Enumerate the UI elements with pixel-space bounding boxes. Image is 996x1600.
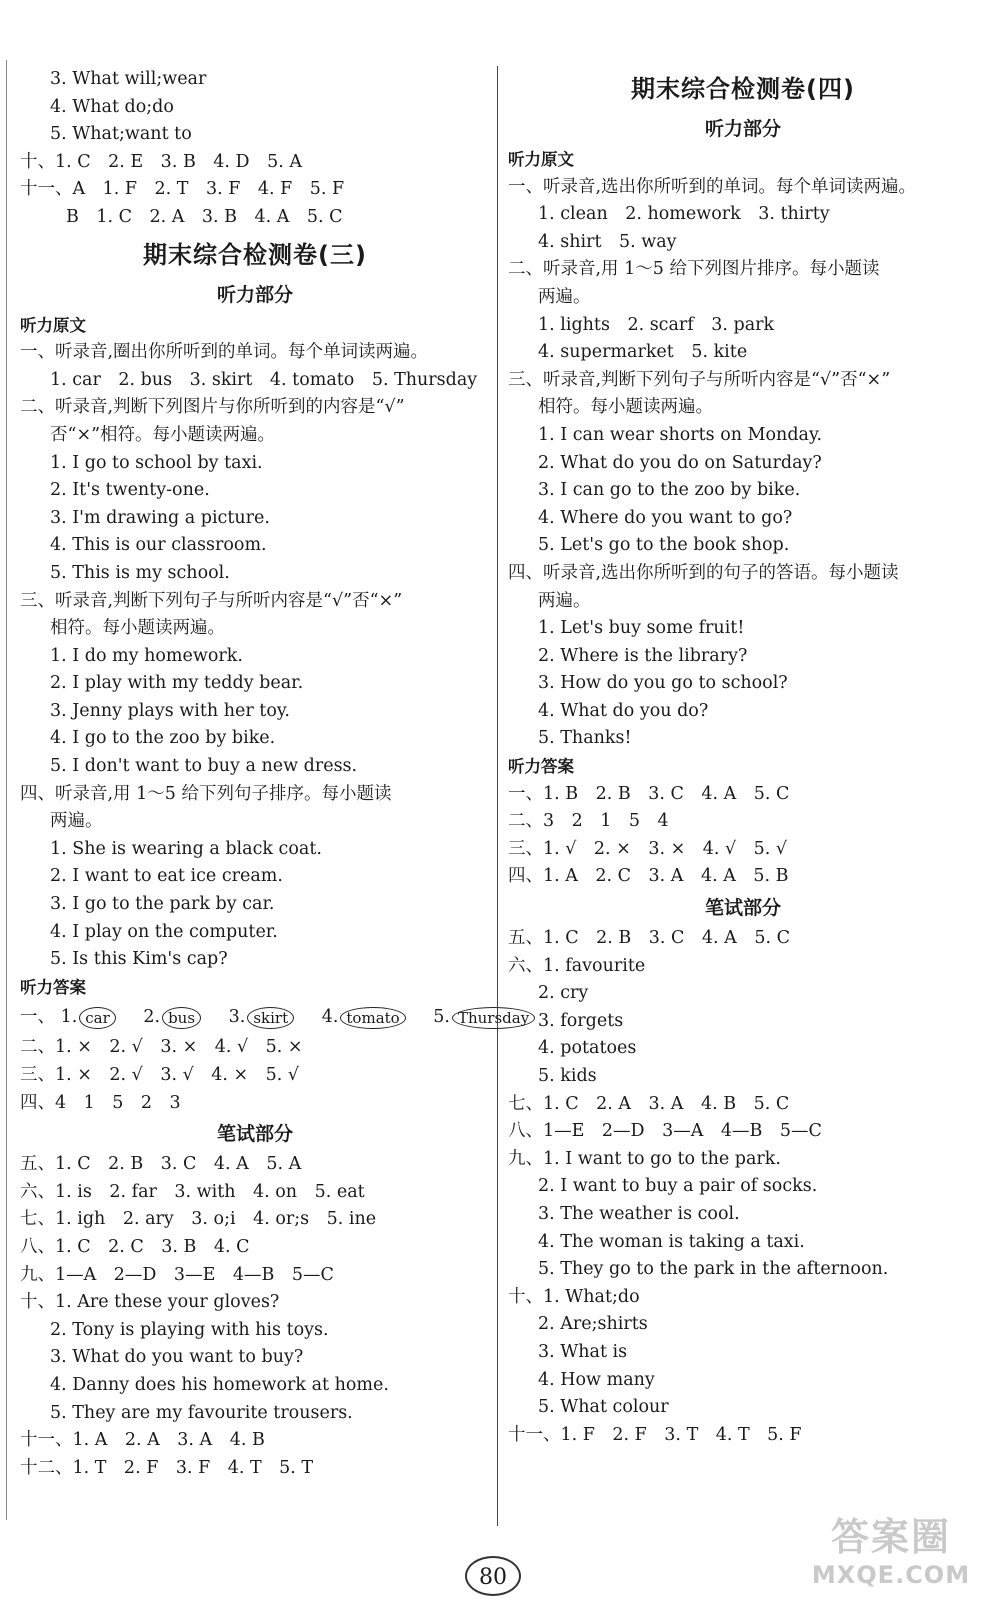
written-answer-line: 2. cry (538, 983, 589, 1004)
page-edge-line (6, 60, 7, 1520)
written-answer-line: 九、1—A 2—D 3—E 4—B 5—C (20, 1264, 334, 1285)
site-watermark (796, 1514, 986, 1596)
transcript-line: 两遍。 (50, 811, 103, 832)
transcript-line: 1. lights 2. scarf 3. park (538, 314, 775, 335)
written-answer-line: 3. forgets (538, 1010, 624, 1031)
transcript-line: 1. Let's buy some fruit! (538, 618, 745, 639)
written-answer-line: 十一、1. F 2. F 3. T 4. T 5. F (508, 1424, 802, 1445)
written-answer-line: 十、1. Are these your gloves? (20, 1292, 280, 1313)
circled-answer-row (20, 1001, 530, 1034)
circled-num: 2. (143, 1007, 161, 1028)
transcript-line: 一、听录音,选出你所听到的单词。每个单词读两遍。 (508, 176, 917, 197)
prev-answers (20, 66, 490, 232)
written-answer-line: 七、1. C 2. A 3. A 4. B 5. C (508, 1093, 790, 1114)
transcript-line: 5. Thanks! (538, 728, 632, 749)
answer-line: 二、3 2 1 5 4 (508, 811, 669, 832)
transcript-line: 一、听录音,圈出你所听到的单词。每个单词读两遍。 (20, 342, 429, 363)
transcript-line: 3. How do you go to school? (538, 673, 788, 694)
transcript-line: 3. I'm drawing a picture. (50, 507, 270, 528)
written-answer-line: 3. What do you want to buy? (50, 1347, 304, 1368)
written-answer-line: 4. How many (538, 1369, 655, 1390)
transcript-line: 三、听录音,判断下列句子与所听内容是“√”否“×” (20, 590, 403, 611)
written-answer-line: 2. Tony is playing with his toys. (50, 1319, 329, 1340)
transcript-line: 1. I go to school by taxi. (50, 452, 263, 473)
written-answer-line: 十二、1. T 2. F 3. F 4. T 5. T (20, 1457, 314, 1478)
transcript-line: 5. I don't want to buy a new dress. (50, 756, 358, 777)
written-answer-line: 3. The weather is cool. (538, 1203, 740, 1224)
transcript-line: 2. I want to eat ice cream. (50, 866, 283, 887)
listening-part-heading: 听力部分 (216, 283, 293, 306)
written-answer-line: 九、1. I want to go to the park. (508, 1148, 781, 1169)
answer-line: B 1. C 2. A 3. B 4. A 5. C (66, 206, 343, 227)
transcript-line: 2. Where is the library? (538, 645, 748, 666)
column-divider (497, 66, 498, 1526)
circled-word: tomato (340, 1007, 405, 1029)
transcript-line: 两遍。 (538, 590, 591, 611)
transcript-line: 2. What do you do on Saturday? (538, 452, 822, 473)
transcript-line: 5. Let's go to the book shop. (538, 535, 790, 556)
written-answer-line: 4. potatoes (538, 1038, 637, 1059)
page-number: 80 (465, 1556, 521, 1596)
transcript-list (508, 174, 978, 753)
answer-line: 3. What will;wear (50, 69, 207, 89)
transcript-line: 1. She is wearing a black coat. (50, 838, 322, 859)
circled-num: 1. (60, 1007, 78, 1028)
written-answer-line: 2. I want to buy a pair of socks. (538, 1176, 818, 1197)
written-answer-list (508, 925, 978, 1449)
transcript-line: 否“×”相符。每小题读两遍。 (50, 424, 276, 445)
circled-prefix: 一、 (20, 1007, 55, 1028)
answer-line: 5. What;want to (50, 124, 192, 145)
right-column (508, 66, 978, 1449)
transcript-line: 2. I play with my teddy bear. (50, 673, 304, 694)
answer-line: 四、4 1 5 2 3 (20, 1092, 181, 1113)
written-answer-list (20, 1151, 490, 1482)
circled-word: skirt (247, 1007, 294, 1029)
circled-num: 4. (321, 1007, 339, 1028)
written-answer-line: 5. What colour (538, 1397, 669, 1418)
transcript-line: 三、听录音,判断下列句子与所听内容是“√”否“×” (508, 369, 891, 390)
written-answer-line: 4. The woman is taking a taxi. (538, 1231, 805, 1252)
transcript-line: 5. This is my school. (50, 562, 230, 583)
watermark-logo-text: 答案圈 (830, 1515, 951, 1559)
written-answer-line: 5. They are my favourite trousers. (50, 1402, 353, 1423)
written-answer-line: 5. kids (538, 1066, 597, 1086)
transcript-list (20, 339, 490, 974)
listening-answer-heading: 听力答案 (20, 977, 86, 997)
transcript-line: 3. Jenny plays with her toy. (50, 700, 290, 721)
transcript-line: 3. I can go to the zoo by bike. (538, 480, 801, 501)
circled-word: car (79, 1007, 116, 1029)
answer-line: 三、1. √ 2. × 3. × 4. √ 5. √ (508, 838, 788, 859)
transcript-line: 四、听录音,用 1～5 给下列句子排序。每小题读 (20, 783, 392, 804)
watermark-url: MXQE.COM (811, 1561, 971, 1589)
exam-title: 期末综合检测卷(三) (143, 240, 367, 269)
exam-title: 期末综合检测卷(四) (631, 75, 855, 103)
answer-line: 十一、A 1. F 2. T 3. F 4. F 5. F (20, 179, 345, 200)
answer-line: 十、1. C 2. E 3. B 4. D 5. A (20, 151, 302, 172)
written-answer-line: 六、1. is 2. far 3. with 4. on 5. eat (20, 1181, 365, 1202)
written-answer-line: 五、1. C 2. B 3. C 4. A 5. C (508, 928, 790, 949)
written-answer-line: 八、1. C 2. C 3. B 4. C (20, 1236, 250, 1257)
transcript-line: 1. I do my homework. (50, 645, 243, 666)
answer-line: 三、1. × 2. √ 3. √ 4. × 5. √ (20, 1065, 300, 1085)
transcript-line: 4. Where do you want to go? (538, 507, 793, 528)
transcript-line: 5. Is this Kim's cap? (50, 949, 228, 970)
transcript-line: 1. car 2. bus 3. skirt 4. tomato 5. Thursday (50, 369, 478, 390)
written-answer-line: 八、1—E 2—D 3—A 4—B 5—C (508, 1121, 822, 1142)
transcript-line: 4. I go to the zoo by bike. (50, 728, 276, 749)
written-part-heading: 笔试部分 (216, 1123, 293, 1146)
circled-word: Thursday (452, 1007, 535, 1029)
transcript-line: 1. clean 2. homework 3. thirty (538, 204, 830, 225)
transcript-line: 四、听录音,选出你所听到的句子的答语。每小题读 (508, 562, 899, 583)
written-answer-line: 3. What is (538, 1341, 628, 1362)
transcript-line: 1. I can wear shorts on Monday. (538, 424, 823, 445)
transcript-line: 4. This is our classroom. (50, 535, 267, 556)
transcript-line: 4. What do you do? (538, 700, 709, 721)
written-answer-line: 4. Danny does his homework at home. (50, 1374, 389, 1395)
transcript-line: 4. supermarket 5. kite (538, 342, 748, 363)
listening-answer-heading: 听力答案 (508, 757, 574, 777)
answer-line: 四、1. A 2. C 3. A 4. A 5. B (508, 866, 789, 887)
written-answer-line: 2. Are;shirts (538, 1314, 648, 1335)
transcript-line: 3. I go to the park by car. (50, 894, 275, 915)
written-answer-line: 六、1. favourite (508, 955, 646, 976)
listening-part-heading: 听力部分 (704, 118, 781, 140)
transcript-heading: 听力原文 (20, 315, 86, 335)
left-column (20, 66, 530, 1482)
circled-num: 5. (433, 1007, 450, 1028)
written-answer-line: 5. They go to the park in the afternoon. (538, 1259, 889, 1280)
written-answer-line: 十一、1. A 2. A 3. A 4. B (20, 1430, 265, 1451)
transcript-line: 相符。每小题读两遍。 (538, 397, 713, 418)
transcript-line: 两遍。 (538, 286, 591, 307)
answer-line: 4. What do;do (50, 96, 174, 117)
written-answer-line: 七、1. igh 2. ary 3. o;i 4. or;s 5. ine (20, 1209, 377, 1230)
transcript-heading: 听力原文 (508, 150, 574, 169)
circled-word: bus (162, 1007, 201, 1029)
transcript-line: 4. shirt 5. way (538, 231, 677, 252)
transcript-line: 二、听录音,判断下列图片与你所听到的内容是“√” (20, 397, 405, 418)
transcript-line: 相符。每小题读两遍。 (50, 618, 225, 639)
written-answer-line: 十、1. What;do (508, 1286, 640, 1307)
transcript-line: 2. It's twenty-one. (50, 480, 210, 501)
written-part-heading: 笔试部分 (704, 897, 781, 920)
transcript-line: 二、听录音,用 1～5 给下列图片排序。每小题读 (508, 259, 880, 280)
circled-num: 3. (228, 1007, 246, 1028)
answer-line: 二、1. × 2. √ 3. × 4. √ 5. × (20, 1037, 303, 1058)
transcript-line: 4. I play on the computer. (50, 921, 278, 942)
answer-line: 一、1. B 2. B 3. C 4. A 5. C (508, 783, 790, 804)
written-answer-line: 五、1. C 2. B 3. C 4. A 5. A (20, 1154, 302, 1175)
